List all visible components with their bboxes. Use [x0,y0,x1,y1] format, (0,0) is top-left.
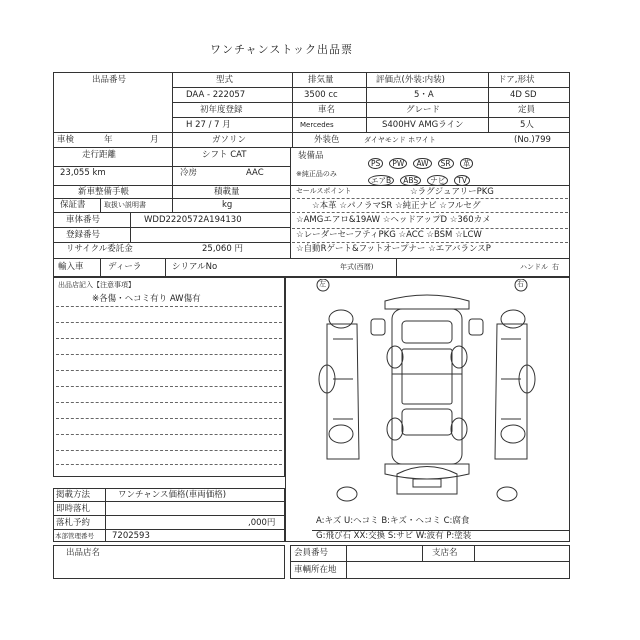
item-number-label: 出品番号 [92,75,127,85]
warranty-label: 新車整備手帳 [78,187,130,197]
inspection-label: 車検 [57,135,75,145]
color-label: 外装色 [314,135,340,145]
sales-line-1: ☆ラグジュアリーPKG [410,187,494,197]
model-value: DAA - 222057 [186,90,246,100]
diagram-left-label: 左 [319,280,326,288]
door-label: ドア,形状 [498,75,535,85]
reserve-label: 落札予約 [56,518,91,528]
shift-value: シフト CAT [202,150,247,160]
management-number-value: 7202593 [112,531,150,541]
model-year-label: 年式(西暦) [340,263,374,271]
manual-label: 取扱い説明書 [104,201,146,209]
make-label: 車名 [318,105,336,115]
dealer-label: ディーラ [108,262,142,272]
equip-pw: PW [389,158,407,169]
capacity-value: 5人 [520,120,534,130]
first-registration-label: 初年度登録 [200,105,243,115]
equip-navi: ナビ [427,175,448,186]
notes-header: 出品店記入【注意事項】 [58,281,135,289]
listing-method-value: ワンチャンス価格(車両価格) [118,490,227,500]
equip-sr: SR [438,158,454,169]
make-value: Mercedes [300,121,334,129]
load-value: kg [222,200,233,210]
registration-number-label: 登録番号 [66,230,101,240]
grade-label: グレード [406,105,441,115]
sales-line-5: ☆自動Rゲート&フットオープナー ☆エアバランスP [296,244,491,254]
equipment-note: ※純正品のみ [296,170,337,178]
price-value: ,000円 [248,518,276,528]
car-diagram [287,279,568,509]
aircon-value: AAC [246,168,264,178]
listing-method-label: 掲載方法 [56,490,91,500]
door-value: 4D SD [510,90,537,100]
equipment-label: 装備品 [298,151,324,161]
inspection-month-label: 月 [150,135,159,145]
equip-aw: AW [413,158,431,169]
chassis-value: WDD2220572A194130 [144,215,242,225]
equip-abs: ABS [400,175,421,186]
equip-ps: PS [368,158,383,169]
legend-line-1: A:キズ U:ヘコミ B:キズ・ヘコミ C:腐食 [316,516,470,526]
aircon-label: 冷房 [180,168,198,178]
grade-value: S400HV AMGライン [382,120,464,130]
management-number-label: 本部管理番号 [55,532,94,540]
recycle-label: リサイクル委託金 [66,244,133,254]
handle-value: 右 [552,263,559,271]
handle-label: ハンドル [520,263,548,271]
model-label: 型式 [216,75,234,85]
equip-leather: 革 [460,158,474,169]
legend-line-2: G:飛び石 XX:交換 S:サビ W:波有 P:塗装 [316,531,472,541]
serial-label: シリアルNo [172,262,218,272]
capacity-label: 定員 [518,105,536,115]
recycle-value: 25,060 円 [202,244,243,254]
diagram-right-label: 右 [517,280,524,288]
vehicle-location-label: 車輌所在地 [294,565,337,575]
sales-line-3: ☆AMGエアロ&19AW ☆ヘッドアップD ☆360カメ [296,215,491,225]
score-value: 5・A [414,90,434,100]
mileage-value: 23,055 km [60,168,106,178]
load-label: 積載量 [214,187,240,197]
score-label: 評価点(外装:内装) [376,75,445,85]
instant-sale-label: 即時落札 [56,504,91,514]
displacement-value: 3500 cc [304,90,338,100]
color-value: ダイヤモンド ホワイト [364,136,436,144]
sales-line-2: ☆本革 ☆パノラマSR ☆純正ナビ ☆フルセグ [312,201,481,211]
sales-point-label: セールスポイント [296,187,352,195]
notes-line-1: ※各傷・ヘコミ有り AW傷有 [92,294,201,304]
displacement-label: 排気量 [308,75,334,85]
fuel-value: ガソリン [212,135,247,145]
shop-name-label: 出品店名 [66,548,101,558]
warranty-sheet-label: 保証書 [60,200,86,210]
inspection-year-label: 年 [104,135,113,145]
page-title: ワンチャンストック出品票 [210,43,354,56]
equip-tv: TV [454,175,470,186]
sales-line-4: ☆レーダーセーフティPKG ☆ACC ☆BSM ☆LCW [296,230,482,240]
import-label: 輸入車 [58,262,84,272]
member-number-label: 会員番号 [294,548,329,558]
color-number: (No.)799 [514,135,551,145]
notes-box [53,277,285,477]
mileage-label: 走行距離 [82,150,117,160]
branch-label: 支店名 [432,548,458,558]
equip-airbag: エアB [368,175,394,186]
chassis-label: 車体番号 [66,215,101,225]
first-registration-value: H 27 / 7 月 [186,120,231,130]
